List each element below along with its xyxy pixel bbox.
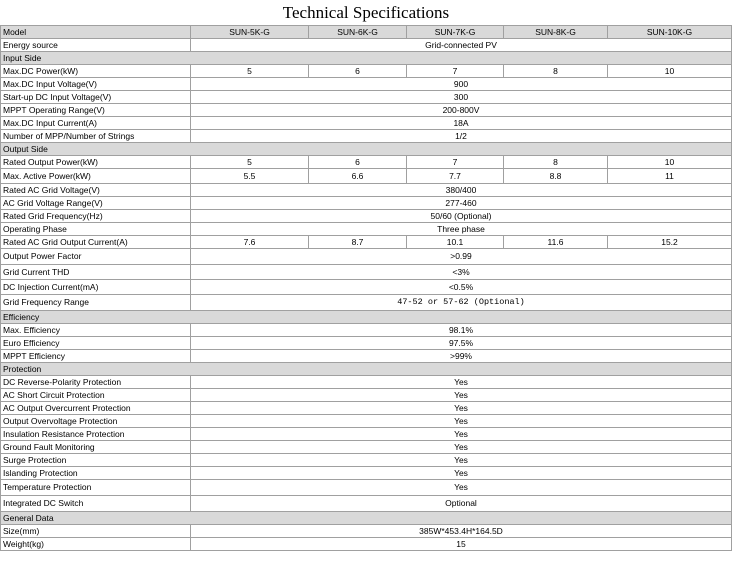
row-value: 8.7 (309, 236, 407, 249)
table-row (1, 480, 732, 496)
table-row (1, 236, 732, 249)
row-label: Weight(kg) (1, 538, 191, 551)
row-label: Output Power Factor (1, 249, 191, 265)
table-row (1, 350, 732, 363)
row-value: 385W*453.4H*164.5D (191, 525, 732, 538)
table-row (1, 454, 732, 467)
table-row (1, 415, 732, 428)
row-value: 7.7 (407, 169, 504, 184)
row-value: 10 (608, 156, 732, 169)
row-value: 11 (608, 169, 732, 184)
section-title: Efficiency (1, 311, 732, 324)
row-value: Yes (191, 415, 732, 428)
row-label: Rated AC Grid Voltage(V) (1, 184, 191, 197)
table-row (1, 210, 732, 223)
section-title: Input Side (1, 52, 732, 65)
row-value: Yes (191, 441, 732, 454)
row-label: Integrated DC Switch (1, 496, 191, 512)
row-value: Yes (191, 389, 732, 402)
row-label: Max.DC Input Voltage(V) (1, 78, 191, 91)
table-row (1, 65, 732, 78)
table-row (1, 525, 732, 538)
section-protection (1, 363, 732, 376)
table-row (1, 169, 732, 184)
table-row (1, 324, 732, 337)
row-label: Grid Current THD (1, 265, 191, 280)
table-row (1, 104, 732, 117)
row-label: DC Reverse-Polarity Protection (1, 376, 191, 389)
row-value: 8 (504, 65, 608, 78)
table-row (1, 197, 732, 210)
table-row (1, 78, 732, 91)
row-value: 18A (191, 117, 732, 130)
row-label: Ground Fault Monitoring (1, 441, 191, 454)
spec-table (0, 25, 732, 551)
table-row (1, 223, 732, 236)
table-row (1, 265, 732, 280)
row-value: 6 (309, 156, 407, 169)
row-value: 50/60 (Optional) (191, 210, 732, 223)
row-value: 1/2 (191, 130, 732, 143)
table-row (1, 184, 732, 197)
row-label: Max. Active Power(kW) (1, 169, 191, 184)
row-label: AC Grid Voltage Range(V) (1, 197, 191, 210)
model-header: SUN-8K-G (504, 26, 608, 39)
section-general-data (1, 512, 732, 525)
row-value: 380/400 (191, 184, 732, 197)
row-label: Start-up DC Input Voltage(V) (1, 91, 191, 104)
row-value: Yes (191, 376, 732, 389)
row-value: Grid-connected PV (191, 39, 732, 52)
page-title: Technical Specifications (282, 3, 450, 22)
row-value: 5.5 (191, 169, 309, 184)
section-title: Output Side (1, 143, 732, 156)
row-value: <0.5% (191, 280, 732, 295)
section-title: Protection (1, 363, 732, 376)
row-value: 7.6 (191, 236, 309, 249)
row-label: Energy source (1, 39, 191, 52)
row-value: 11.6 (504, 236, 608, 249)
row-label: MPPT Operating Range(V) (1, 104, 191, 117)
row-label: Surge Protection (1, 454, 191, 467)
table-row (1, 280, 732, 295)
row-label: Rated AC Grid Output Current(A) (1, 236, 191, 249)
table-row (1, 376, 732, 389)
table-row (1, 337, 732, 350)
section-title: General Data (1, 512, 732, 525)
row-value: 300 (191, 91, 732, 104)
row-value: Three phase (191, 223, 732, 236)
table-row (1, 91, 732, 104)
row-label: Max.DC Power(kW) (1, 65, 191, 78)
row-value: Yes (191, 428, 732, 441)
row-label: Max. Efficiency (1, 324, 191, 337)
table-row (1, 402, 732, 415)
row-value: >99% (191, 350, 732, 363)
row-label: Output Overvoltage Protection (1, 415, 191, 428)
row-value: Yes (191, 402, 732, 415)
section-input-side (1, 52, 732, 65)
row-value: Yes (191, 480, 732, 496)
row-value: 8.8 (504, 169, 608, 184)
row-value: Yes (191, 467, 732, 480)
table-row (1, 156, 732, 169)
row-label: Rated Output Power(kW) (1, 156, 191, 169)
row-value: Optional (191, 496, 732, 512)
row-label: AC Output Overcurrent Protection (1, 402, 191, 415)
row-value: 6.6 (309, 169, 407, 184)
row-label: Grid Frequency Range (1, 295, 191, 311)
row-value: 15 (191, 538, 732, 551)
row-value: <3% (191, 265, 732, 280)
table-row (1, 117, 732, 130)
table-row (1, 496, 732, 512)
section-output-side (1, 143, 732, 156)
row-value: 5 (191, 65, 309, 78)
row-value: 10 (608, 65, 732, 78)
row-label: Max.DC Input Current(A) (1, 117, 191, 130)
row-label: Size(mm) (1, 525, 191, 538)
row-value: 277-460 (191, 197, 732, 210)
model-header: SUN-5K-G (191, 26, 309, 39)
row-value: 7 (407, 65, 504, 78)
header-label: Model (1, 26, 191, 39)
row-value: 200-800V (191, 104, 732, 117)
row-label: Rated Grid Frequency(Hz) (1, 210, 191, 223)
table-row (1, 39, 732, 52)
row-value: 8 (504, 156, 608, 169)
row-value: Yes (191, 454, 732, 467)
row-label: DC Injection Current(mA) (1, 280, 191, 295)
table-row (1, 249, 732, 265)
table-row (1, 538, 732, 551)
row-value: 97.5% (191, 337, 732, 350)
header-row (1, 26, 732, 39)
table-row (1, 428, 732, 441)
model-header: SUN-6K-G (309, 26, 407, 39)
row-value: 10.1 (407, 236, 504, 249)
row-label: AC Short Circuit Protection (1, 389, 191, 402)
row-value: 6 (309, 65, 407, 78)
section-efficiency (1, 311, 732, 324)
table-row (1, 295, 732, 311)
table-row (1, 467, 732, 480)
row-value: 900 (191, 78, 732, 91)
row-label: Operating Phase (1, 223, 191, 236)
row-value: 7 (407, 156, 504, 169)
row-value: 47-52 or 57-62 (Optional) (191, 295, 732, 311)
row-value: >0.99 (191, 249, 732, 265)
row-label: Islanding Protection (1, 467, 191, 480)
table-row (1, 441, 732, 454)
row-label: Insulation Resistance Protection (1, 428, 191, 441)
row-label: Temperature Protection (1, 480, 191, 496)
row-value: 98.1% (191, 324, 732, 337)
table-row (1, 130, 732, 143)
row-label: MPPT Efficiency (1, 350, 191, 363)
row-value: 15.2 (608, 236, 732, 249)
model-header: SUN-10K-G (608, 26, 732, 39)
table-row (1, 389, 732, 402)
row-label: Euro Efficiency (1, 337, 191, 350)
model-header: SUN-7K-G (407, 26, 504, 39)
row-label: Number of MPP/Number of Strings (1, 130, 191, 143)
row-value: 5 (191, 156, 309, 169)
